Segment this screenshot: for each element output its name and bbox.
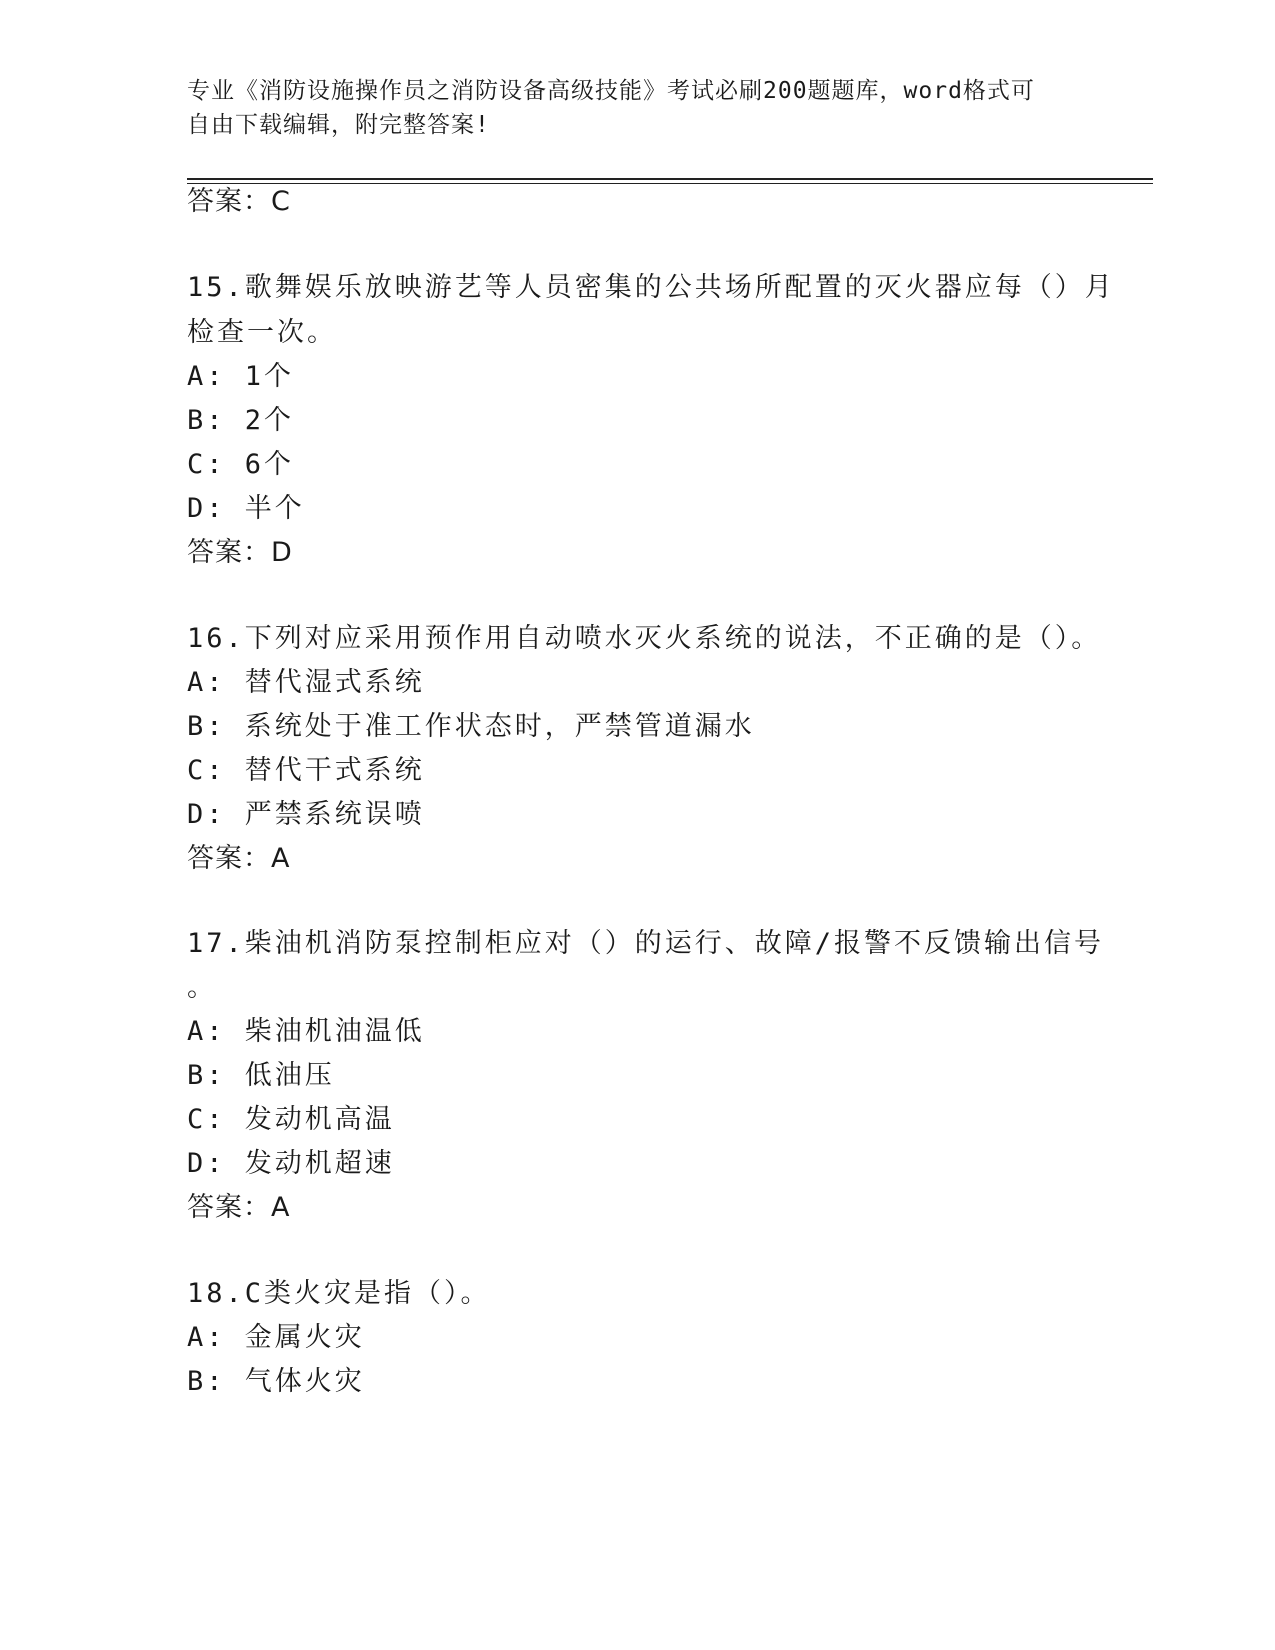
- q17-stem-line-1: 17.柴油机消防泵控制柜应对（）的运行、故障/报警不反馈输出信号: [187, 928, 1105, 959]
- header-divider-thick: [187, 178, 1153, 180]
- q17-stem-line-2: 。: [187, 972, 217, 1003]
- q17-answer: 答案：A: [187, 1192, 291, 1223]
- q16-option-c: C: 替代干式系统: [187, 755, 425, 786]
- q15-answer: 答案：D: [187, 537, 293, 568]
- q17-option-b: B: 低油压: [187, 1060, 335, 1091]
- q15-option-b: B: 2个: [187, 405, 295, 436]
- q15-stem-line-1: 15.歌舞娱乐放映游艺等人员密集的公共场所配置的灭火器应每（）月: [187, 272, 1115, 303]
- q15-stem-line-2: 检查一次。: [187, 317, 337, 348]
- q16-option-d: D: 严禁系统误喷: [187, 799, 425, 830]
- q17-option-d: D: 发动机超速: [187, 1148, 395, 1179]
- q16-stem: 16.下列对应采用预作用自动喷水灭火系统的说法，不正确的是（）。: [187, 623, 1102, 654]
- q17-option-a: A: 柴油机油温低: [187, 1016, 425, 1047]
- q16-answer: 答案：A: [187, 843, 291, 874]
- q17-option-c: C: 发动机高温: [187, 1104, 395, 1135]
- document-header: [187, 74, 1067, 142]
- q18-option-b: B: 气体火灾: [187, 1366, 365, 1397]
- header-divider-thin: [187, 183, 1153, 184]
- header-line-1: 专业《消防设施操作员之消防设备高级技能》考试必刷200题题库，word格式可: [187, 78, 1035, 104]
- q18-stem: 18.C类火灾是指（）。: [187, 1278, 491, 1309]
- q15-option-c: C: 6个: [187, 449, 295, 480]
- q16-option-b: B: 系统处于准工作状态时，严禁管道漏水: [187, 711, 755, 742]
- header-line-2: 自由下载编辑，附完整答案!: [187, 112, 490, 138]
- q15-option-d: D: 半个: [187, 493, 305, 524]
- prev-question-answer: 答案：C: [187, 186, 291, 217]
- q15-option-a: A: 1个: [187, 361, 295, 392]
- q16-option-a: A: 替代湿式系统: [187, 667, 425, 698]
- q18-option-a: A: 金属火灾: [187, 1322, 365, 1353]
